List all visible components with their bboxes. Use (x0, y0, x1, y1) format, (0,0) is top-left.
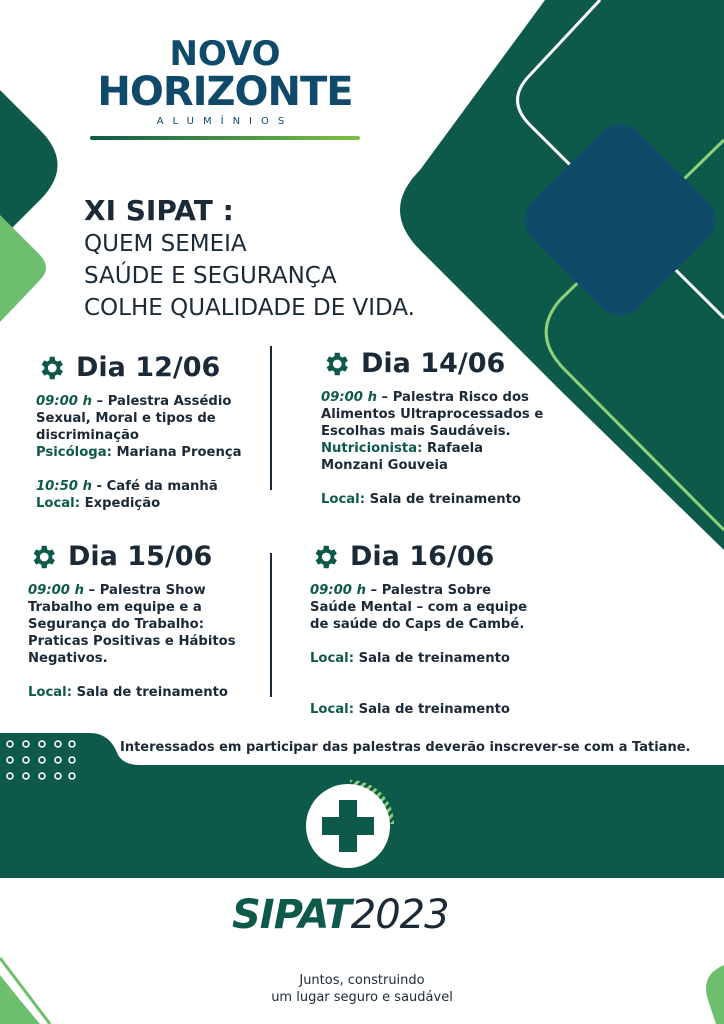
gear-icon (321, 349, 351, 379)
local-label: Local: (36, 496, 80, 511)
event-title: – Palestra Show Trabalho em equipe e a Segurança do Trabalho: Praticas Positivas e Hábitos Negativos. (28, 583, 236, 666)
registration-note: Interessados em participar das palestras deverão inscrever-se com a Tatiane. (120, 740, 691, 755)
day-block-15-06 (28, 541, 260, 701)
event-title: – Palestra Sobre Saúde Mental – com a equipe de saúde do Caps de Cambé. (310, 583, 528, 632)
divider-bottom (270, 553, 272, 697)
local-value: Sala de treinamento (353, 702, 510, 717)
local-value: Expedição (79, 496, 161, 511)
headline-title: XI SIPAT : (84, 194, 234, 227)
role-label: Psicóloga: (36, 445, 112, 460)
tagline-line-2: um lugar seguro e saudável (271, 990, 453, 1005)
event-time: 09:00 h (310, 583, 366, 598)
local-value: Sala de treinamento (364, 492, 521, 507)
bg-shape-left-light (0, 215, 46, 322)
headline-line-1: QUEM SEMEIA (84, 231, 247, 257)
tagline-line-1: Juntos, construindo (299, 973, 425, 988)
logo-line-1: NOVO (169, 34, 281, 74)
local-label: Local: (310, 651, 354, 666)
local-label: Local: (321, 492, 365, 507)
event-time: 09:00 h (36, 394, 92, 409)
local-label: Local: (310, 702, 354, 717)
event-time: 09:00 h (28, 583, 84, 598)
bg-shape-left (0, 90, 58, 240)
event-time: 09:00 h (321, 390, 377, 405)
day-block-16-06 (310, 541, 540, 718)
headline-line-2: SAÚDE E SEGURANÇA (84, 263, 337, 289)
gear-icon (36, 353, 66, 383)
day-label: Dia 12/06 (76, 352, 221, 383)
role-label: Nutricionista: (321, 441, 423, 456)
gear-icon (310, 542, 340, 572)
role-value: Mariana Proença (111, 445, 242, 460)
sipat-brand (232, 892, 449, 938)
event-title: - Café da manhã (91, 479, 218, 494)
headline-line-3: COLHE QUALIDADE DE VIDA. (84, 295, 415, 321)
role-value: Rafaela Monzani Gouveia (321, 441, 484, 473)
company-logo (80, 36, 370, 127)
local-value: Sala de treinamento (353, 651, 510, 666)
event-title: – Palestra Assédio Sexual, Moral e tipos de discriminação (36, 394, 232, 443)
event-title: – Palestra Risco dos Alimentos Ultraprocessados e Escolhas mais Saudáveis. (321, 390, 544, 439)
logo-line-3: ALUMÍNIOS (156, 116, 294, 127)
day-label: Dia 16/06 (350, 541, 495, 572)
divider-top (270, 346, 272, 490)
gear-icon (28, 542, 58, 572)
event-time: 10:50 h (36, 479, 92, 494)
logo-swoosh (90, 136, 360, 140)
tagline (262, 972, 462, 1006)
day-block-12-06 (36, 352, 261, 512)
day-label: Dia 14/06 (361, 348, 506, 379)
bg-corner-br (706, 965, 724, 1024)
day-block-14-06 (321, 348, 546, 508)
local-value: Sala de treinamento (71, 685, 228, 700)
headline (84, 194, 415, 324)
sipat-brand-name: SIPAT (232, 892, 351, 938)
day-label: Dia 15/06 (68, 541, 213, 572)
logo-line-2: HORIZONTE (97, 69, 353, 115)
sipat-brand-year: 2023 (350, 892, 449, 938)
local-label: Local: (28, 685, 72, 700)
medical-cross-icon (302, 776, 398, 872)
